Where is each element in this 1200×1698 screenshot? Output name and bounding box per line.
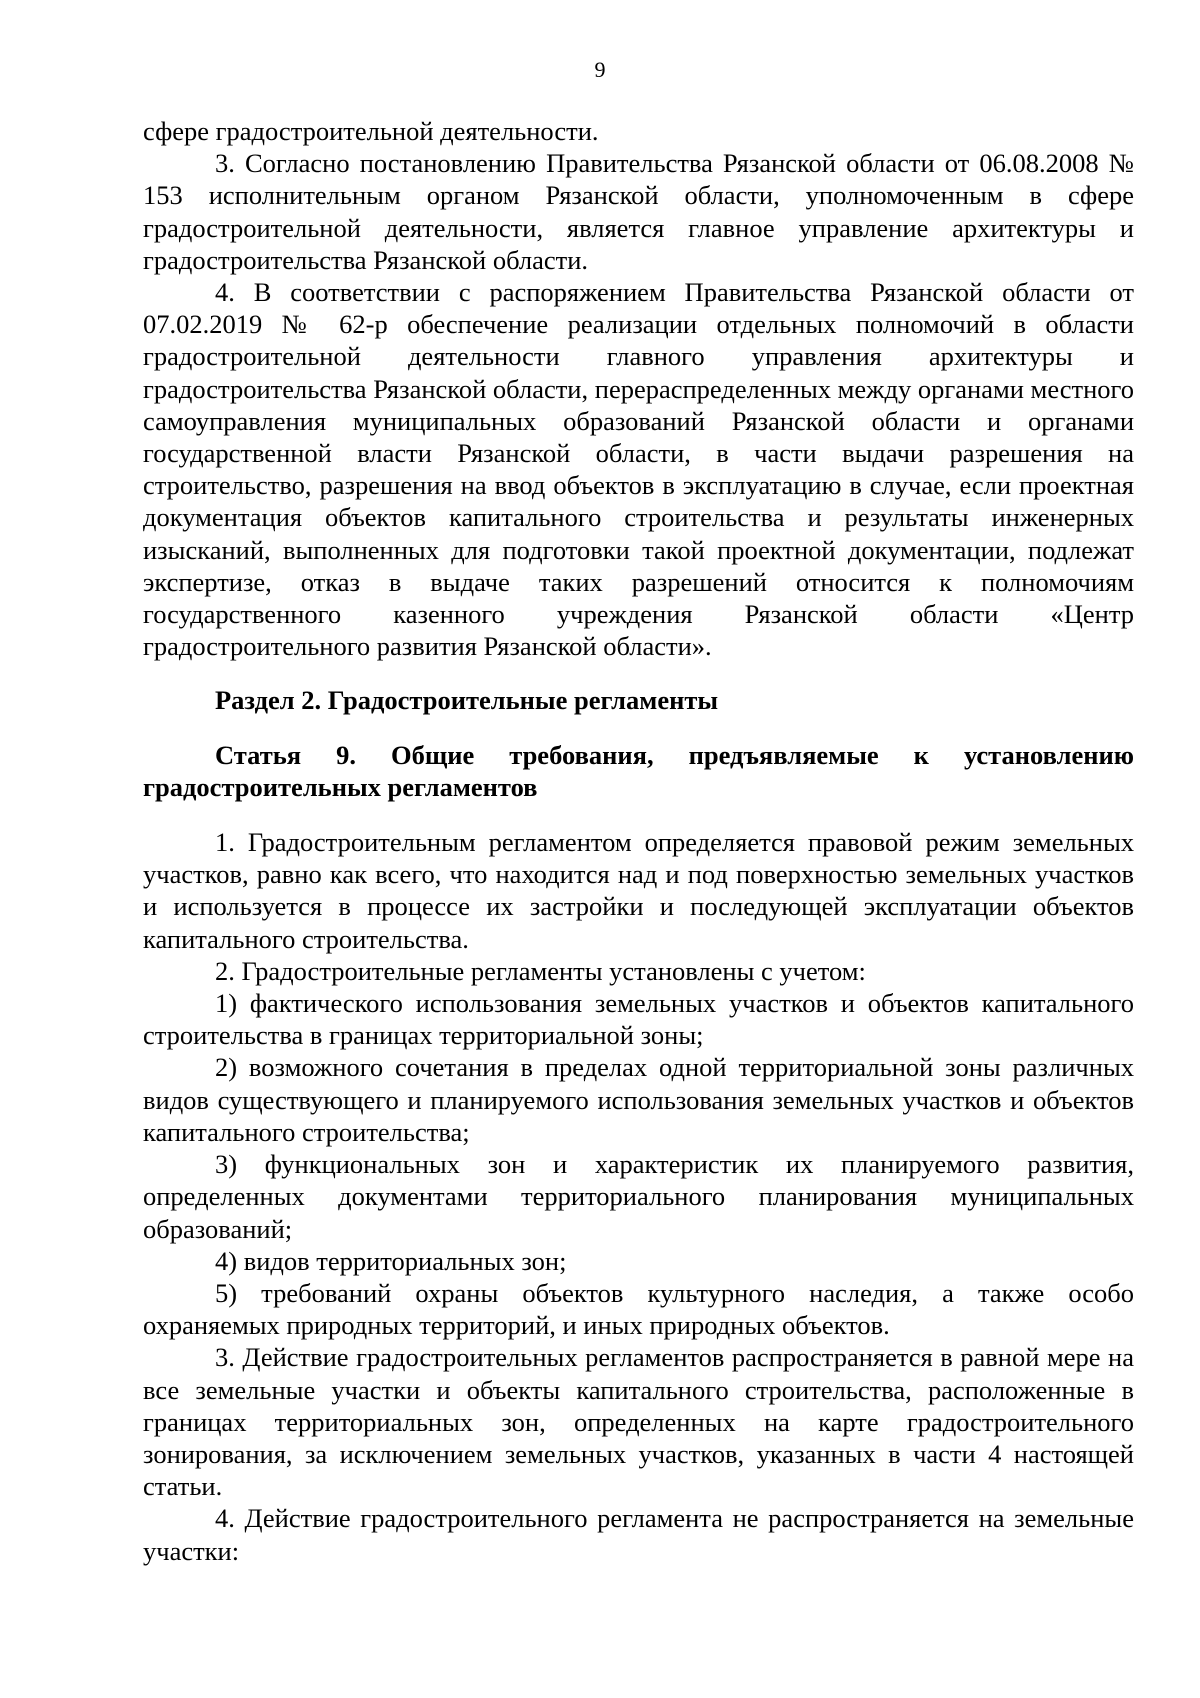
article-subitem-4: 4) видов территориальных зон; (215, 1245, 567, 1276)
article-paragraph-1: 1. Градостроительным регламентом определяется правовой режим земельных участков, равно как всего, что находится над и под поверхностью земельных участков и используется в процессе их застройки и последующей эксплуатации объектов капитального строительства. (143, 827, 1134, 954)
article-paragraph-3: 3. Действие градостроительных регламентов распространяется в равной мере на все земельные участки и объекты капитального строительства, расположенные в границах территориальных зон, определенных на карте градостроительного зонирования, за исключением земельных участков, указанных в части 4 настоящей статьи. (143, 1342, 1134, 1502)
article-subitem-2: 2) возможного сочетания в пределах одной территориальной зоны различных видов существующего и планируемого использования земельных участков и объектов капитального строительства; (143, 1052, 1134, 1147)
section-heading: Раздел 2. Градостроительные регламенты (215, 685, 719, 716)
article-subitem-3: 3) функциональных зон и характеристик их планируемого развития, определенных документами территориального планирования муниципальных образований; (143, 1149, 1134, 1244)
article-paragraph-2: 2. Градостроительные регламенты установлены с учетом: (215, 955, 866, 986)
document-body (143, 115, 1134, 1567)
article-heading: Статья 9. Общие требования, предъявляемые к установлению градостроительных регламентов (143, 739, 1134, 802)
article-subitem-1: 1) фактического использования земельных участков и объектов капитального строительства в границах территориальной зоны; (143, 988, 1134, 1051)
paragraph-item-3: 3. Согласно постановлению Правительства Рязанской области от 06.08.2008 № 153 исполнительным органом Рязанской области, уполномоченным в сфере градостроительной деятельности, является главное управление архитектуры и градостроительства Рязанской области. (143, 148, 1134, 275)
page-number: 9 (594, 57, 606, 82)
paragraph-item-4: 4. В соответствии с распоряжением Правительства Рязанской области от 07.02.2019 № 62-р обеспечение реализации отдельных полномочий в области градостроительной деятельности главного управления архитектуры и градостроительства Рязанской области, перераспределенных между органами местного самоуправления муниципальных образований Рязанской области и органами государственной власти Рязанской области, в части выдачи разрешения на строительство, разрешения на ввод объектов в эксплуатацию в случае, если проектная документация объектов капитального строительства и результаты инженерных изысканий, выполненных для подготовки такой проектной документации, подлежат экспертизе, отказ в выдаче таких разрешений относится к полномочиям государственного казенного учреждения Рязанской области «Центр градостроительного развития Рязанской области». (143, 277, 1134, 662)
article-subitem-5: 5) требований охраны объектов культурного наследия, а также особо охраняемых природных территорий, и иных природных объектов. (143, 1277, 1134, 1341)
paragraph-continuation: сфере градостроительной деятельности. (143, 116, 599, 146)
article-paragraph-4: 4. Действие градостроительного регламента не распространяется на земельные участки: (143, 1503, 1134, 1566)
